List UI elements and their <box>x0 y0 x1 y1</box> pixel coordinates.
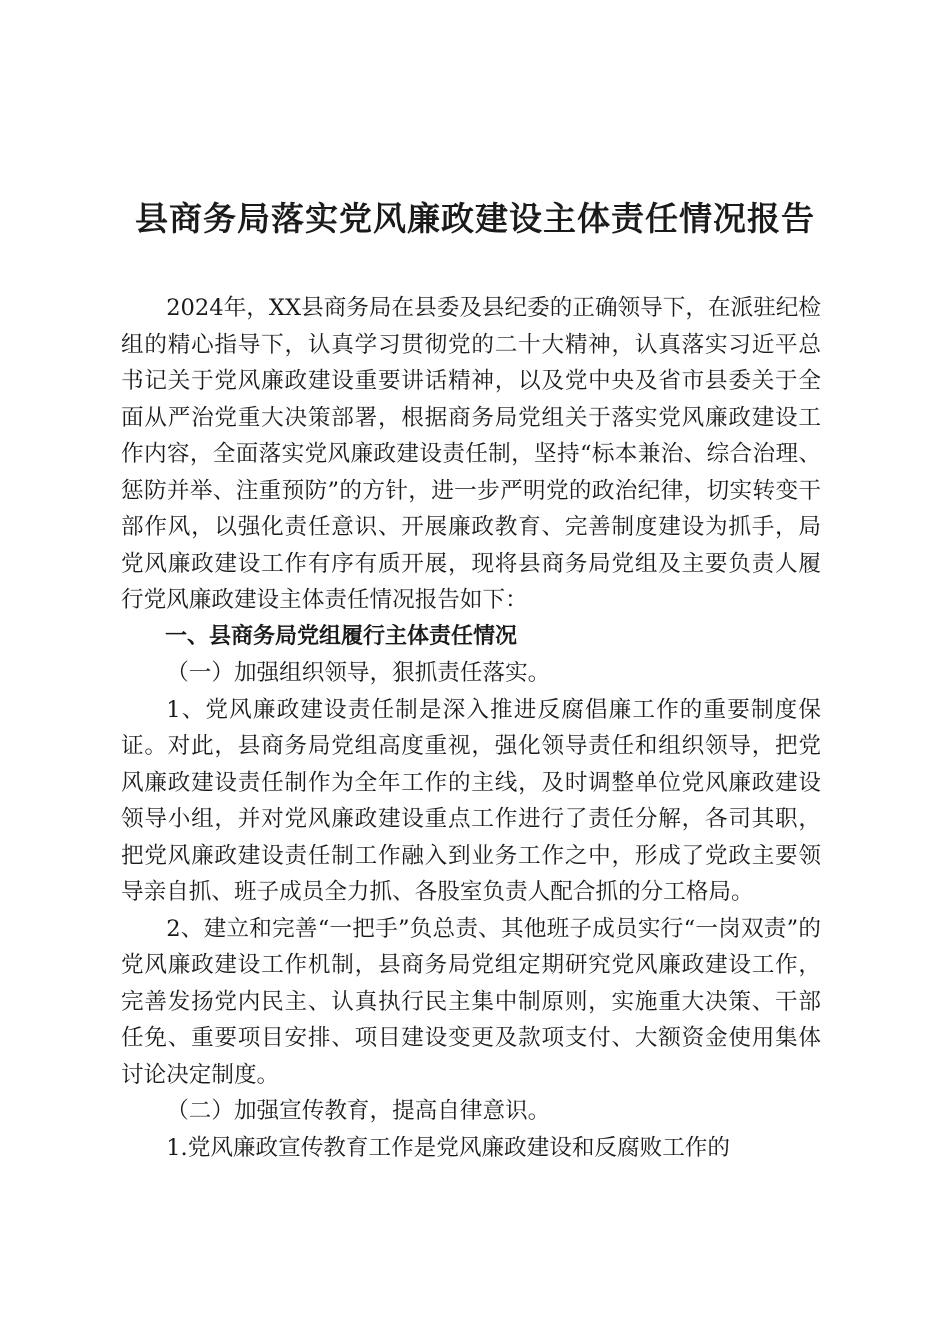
subsection-heading-2: （二）加强宣传教育，提高自律意识。 <box>166 1098 551 1124</box>
section-heading-1: 一、县商务局党组履行主体责任情况 <box>165 623 518 649</box>
subsection-heading-1: （一）加强组织领导，狠抓责任落实。 <box>166 660 551 686</box>
document-title: 县商务局落实党风廉政建设主体责任情况报告 <box>135 199 815 238</box>
intro-paragraph: 2024年，XX县商务局在县委及县纪委的正确领导下，在派驻纪检组的精心指导下，认真学习贯彻党的二十大精神，认真落实习近平总书记关于党风廉政建设重要讲话精神，以及党中央及省市县委关于全面从严治党重大决策部署，根据商务局党组关于落实党风廉政建设工作内容，全面落实党风廉政建设责任制，坚持“标本兼治、综合治理、惩防并举、注重预防”的方针，进一步严明党的政治纪律，切实转变干部作风，以强化责任意识、开展廉政教育、完善制度建设为抓手，局党风廉政建设工作有序有质开展，现将县商务局党组及主要负责人履行党风廉政建设主体责任情况报告如下： <box>121 295 821 613</box>
paragraph-item-1: 1、党风廉政建设责任制是深入推进反腐倡廉工作的重要制度保证。对此，县商务局党组高度重视，强化领导责任和组织领导，把党风廉政建设责任制作为全年工作的主线，及时调整单位党风廉政建设领导小组，并对党风廉政建设重点工作进行了责任分解，各司其职，把党风廉政建设责任制工作融入到业务工作之中，形成了党政主要领导亲自抓、班子成员全力抓、各股室负责人配合抓的分工格局。 <box>121 696 821 905</box>
paragraph-item-2: 2、建立和完善“一把手”负总责、其他班子成员实行“一岗双责”的党风廉政建设工作机制，县商务局党组定期研究党风廉政建设工作，完善发扬党内民主、认真执行民主集中制原则，实施重大决策、干部任免、重要项目安排、项目建设变更及款项支付、大额资金使用集体讨论决定制度。 <box>121 915 821 1088</box>
paragraph-item-3: 1.党风廉政宣传教育工作是党风廉政建设和反腐败工作的 <box>166 1134 730 1161</box>
document-body <box>121 290 821 1166</box>
